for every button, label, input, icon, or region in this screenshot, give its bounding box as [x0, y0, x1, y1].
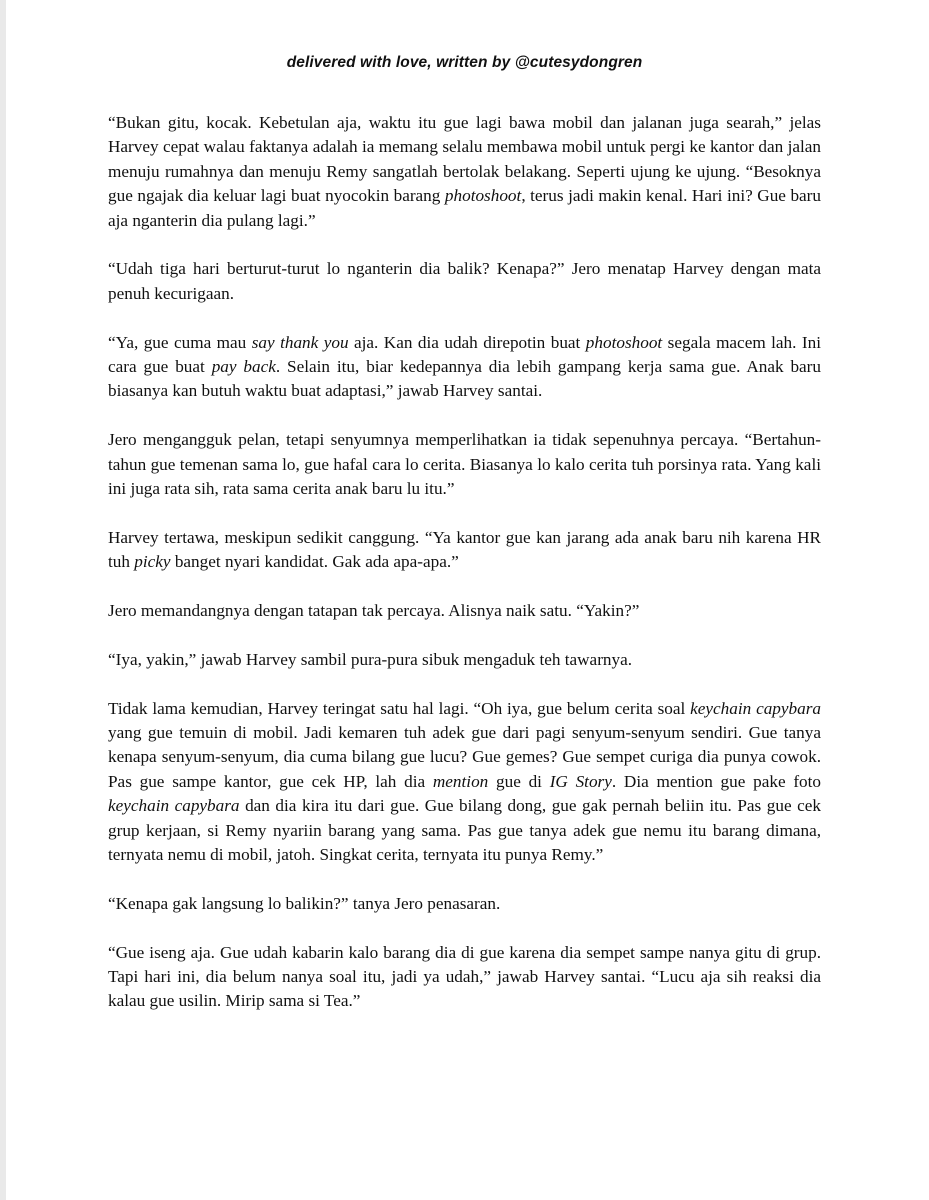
- window-edge: [0, 0, 6, 1200]
- paragraph-9: [108, 892, 821, 916]
- text-run: . Dia mention gue pake foto: [611, 771, 822, 791]
- paragraph-7: [108, 648, 821, 672]
- paragraph-10: [108, 941, 821, 1014]
- text-run: “Ya, gue cuma mau: [108, 332, 252, 352]
- text-run: dan dia kira itu dari gue. Gue bilang dong, gue gak pernah beliin itu. Pas gue cek grup kerjaan, si Remy nyariin barang yang sama. Pas gue tanya adek gue nemu itu barang dimana, ternyata nemu di mobil, jatoh. Singkat cerita, ternyata itu punya Remy.”: [108, 796, 821, 865]
- paragraph-3: [108, 331, 821, 404]
- text-run: Tidak lama kemudian, Harvey teringat satu hal lagi. “Oh iya, gue belum cerita soal: [108, 698, 691, 718]
- text-run: “Bukan gitu, kocak. Kebetulan aja, waktu itu gue lagi bawa mobil dan jalanan juga searah,” jelas Harvey cepat walau faktanya adalah ia memang selalu membawa mobil untuk pergi ke kantor dan jalan menuju rumahnya dan menuju Remy sangatlah bertolak belakang. Seperti ujung ke ujung. “Besoknya gue ngajak dia keluar lagi buat nyocokin barang: [108, 113, 821, 206]
- paragraph-1: [108, 111, 821, 233]
- paragraph-2: [108, 257, 821, 306]
- text-run: “Kenapa gak langsung lo balikin?” tanya Jero penasaran.: [108, 893, 501, 913]
- italic-text-run: say thank you: [251, 332, 349, 352]
- text-run: . Selain itu, biar kedepannya dia lebih gampang kerja sama gue. Anak baru biasanya kan butuh waktu buat adaptasi,” jawab Harvey santai.: [108, 357, 821, 401]
- text-run: yang gue temuin di mobil. Jadi kemaren tuh adek gue dari pagi senyum-senyum sendiri. Gue tanya kenapa senyum-senyum, dia cuma bilang gue lucu? Gue gemes? Gue sempet curiga dia punya cowok. Pas gue sampe kantor, gue cek HP, lah dia: [108, 723, 821, 791]
- page-header: delivered with love, written by @cutesydongren: [286, 54, 643, 71]
- paragraph-8: [108, 697, 821, 868]
- text-run: segala macem lah. Ini cara gue buat: [108, 332, 821, 377]
- text-run: gue di: [488, 771, 550, 791]
- italic-text-run: photoshoot: [585, 332, 663, 352]
- text-run: aja. Kan dia udah direpotin buat: [348, 332, 586, 352]
- text-run: Jero memandangnya dengan tatapan tak percaya. Alisnya naik satu. “Yakin?”: [108, 601, 640, 621]
- italic-text-run: pay back: [211, 357, 276, 377]
- story-body: [108, 111, 821, 1038]
- paragraph-6: [108, 599, 821, 623]
- italic-text-run: picky: [134, 552, 171, 572]
- text-run: “Udah tiga hari berturut-turut lo nganterin dia balik? Kenapa?” Jero menatap Harvey dengan mata penuh kecurigaan.: [108, 259, 821, 303]
- text-run: “Gue iseng aja. Gue udah kabarin kalo barang dia di gue karena dia sempet sampe nanya gitu di grup. Tapi hari ini, dia belum nanya soal itu, jadi ya udah,” jawab Harvey santai. “Lucu aja sih reaksi dia kalau gue usilin. Mirip sama si Tea.”: [108, 942, 821, 1011]
- paragraph-4: [108, 428, 821, 501]
- italic-text-run: photoshoot: [444, 186, 522, 206]
- italic-text-run: keychain capybara: [108, 796, 240, 816]
- italic-text-run: keychain capybara: [690, 698, 821, 718]
- text-run: “Iya, yakin,” jawab Harvey sambil pura-pura sibuk mengaduk teh tawarnya.: [108, 649, 633, 669]
- italic-text-run: mention: [432, 771, 489, 791]
- text-run: Jero mengangguk pelan, tetapi senyumnya memperlihatkan ia tidak sepenuhnya percaya. “Bertahun-tahun gue temenan sama lo, gue hafal cara lo cerita. Biasanya lo kalo cerita tuh porsinya rata. Yang kali ini juga rata sih, rata sama cerita anak baru lu itu.”: [108, 430, 821, 499]
- italic-text-run: IG Story: [549, 771, 612, 791]
- text-run: , terus jadi makin kenal. Hari ini? Gue baru aja nganterin dia pulang lagi.”: [108, 186, 821, 230]
- text-run: banget nyari kandidat. Gak ada apa-apa.”: [170, 552, 459, 572]
- text-run: Harvey tertawa, meskipun sedikit canggung. “Ya kantor gue kan jarang ada anak baru nih karena HR tuh: [108, 527, 821, 572]
- paragraph-5: [108, 526, 821, 575]
